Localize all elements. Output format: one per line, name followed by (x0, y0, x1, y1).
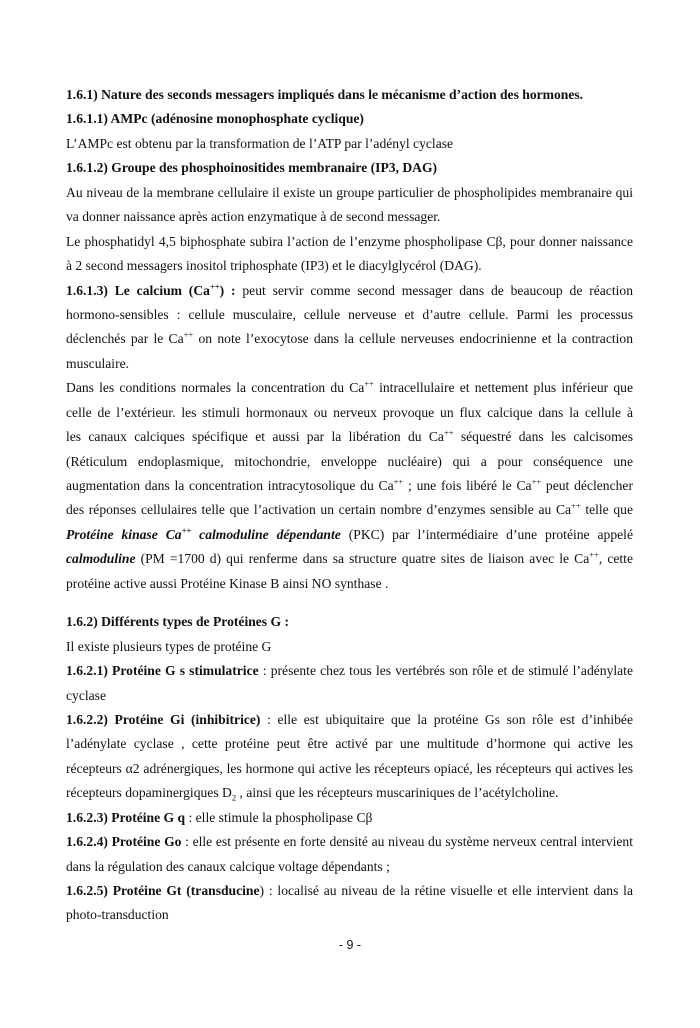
bold-text-run: ) : (219, 282, 236, 298)
text-line (66, 230, 633, 254)
text-run: (PM =1700 d) qui renferme dans sa structure quatre sites de liaison avec le Ca (135, 551, 590, 567)
text-run: musculaire. (66, 355, 130, 371)
document-body (66, 83, 633, 928)
text-line (66, 806, 633, 830)
text-run: : présente chez tous les vertébrés son rôle et de stimulé l’adénylate (258, 663, 633, 679)
text-run: des réponses cellulaires telle que l’activation un certain nombre d’enzymes sensible au Ca (66, 502, 572, 518)
text-line (66, 498, 633, 522)
text-run: ; une fois libéré le Ca (403, 478, 532, 493)
text-run: hormono-sensibles : cellule musculaire, cellule nerveuse et d’autre cellule. Parmi les processus (66, 306, 633, 322)
bold-text-run: 1.6.1.1) AMPc (adénosine monophosphate cyclique) (66, 111, 364, 127)
text-line (66, 781, 633, 805)
text-run: déclenchés par le Ca (66, 331, 184, 347)
text-run: les canaux calciques spécifique et aussi par la libération du Ca (66, 429, 444, 445)
bold-text-run: 1.6.1) Nature des seconds messagers impliqués dans le mécanisme d’action des hormones. (66, 87, 584, 102)
text-run: récepteurs α2 adrénergiques, les hormone qui active les récepteurs opiacé, les récepteurs qui actives les (66, 760, 633, 776)
bold-italic-text-run: Protéine kinase Ca (66, 526, 182, 542)
script-text: 2 (231, 792, 237, 803)
text-run: récepteurs dopaminergiques D (66, 785, 232, 801)
script-text: ++ (443, 427, 454, 438)
text-line (66, 474, 633, 498)
text-run: : elle est présente en forte densité au niveau du système nerveux central intervient (181, 834, 633, 850)
text-run: Au niveau de la membrane cellulaire il existe un groupe particulier de phospholipides membranaire qui (66, 184, 633, 200)
bold-text-run: 1.6.2.4) Protéine Go (66, 834, 182, 850)
text-run: : elle est ubiquitaire que la protéine Gs son rôle est d’inhibée (260, 711, 633, 727)
text-line (66, 708, 633, 732)
spacer (66, 596, 633, 610)
script-text: ++ (364, 378, 374, 389)
script-text: ++ (531, 476, 542, 487)
text-line (66, 107, 633, 131)
text-line (66, 303, 633, 327)
text-run: Il existe plusieurs types de protéine G (66, 638, 272, 654)
text-run: peut servir comme second messager dans de beaucoup de réaction (235, 282, 633, 298)
text-run: protéine active aussi Protéine Kinase B ainsi NO synthase . (66, 575, 389, 591)
text-line (66, 156, 633, 180)
text-run: Le phosphatidyl 4,5 biphosphate subira l’action de l’enzyme phospholipase Cβ, pour donner naissance (66, 233, 633, 249)
text-line (66, 352, 633, 376)
text-line (66, 254, 633, 278)
text-run: ) : localisé au niveau de la rétine visuelle et elle intervient dans la (259, 883, 633, 898)
text-run: , cette (598, 551, 633, 567)
text-run: à 2 second messagers inositol triphosphate (IP3) et le diacylglycérol (DAG). (66, 258, 482, 274)
text-line (66, 855, 633, 879)
text-line (66, 376, 633, 400)
bold-text-run: 1.6.2.3) Protéine G q (66, 809, 186, 825)
text-run: Dans les conditions normales la concentration du Ca (66, 380, 365, 396)
text-line (66, 635, 633, 659)
text-line (66, 732, 633, 756)
script-text: ++ (181, 525, 192, 536)
text-run: séquestré dans les calcisomes (453, 429, 633, 445)
text-run: dans la régulation des canaux calcique voltage dépendants ; (66, 858, 390, 874)
text-run: celle de l’extérieur. les stimuli hormonaux ou nerveux provoque un flux calcique dans la cellule à (66, 404, 633, 420)
script-text: ++ (393, 476, 404, 487)
script-text: ++ (183, 329, 194, 340)
bold-text-run: 1.6.2.2) Protéine Gi (inhibitrice) (66, 711, 261, 727)
text-line (66, 903, 633, 927)
text-run: augmentation dans la concentration intracytosolique du Ca (66, 478, 394, 493)
bold-text-run: 1.6.2.5) Protéine Gt (transducine (66, 883, 260, 898)
text-run: cyclase (66, 687, 106, 703)
bold-text-run: 1.6.1.2) Groupe des phosphoinositides membranaire (IP3, DAG) (66, 160, 438, 176)
text-line (66, 879, 633, 903)
text-line (66, 132, 633, 156)
text-run: (PKC) par l’intermédiaire d’une protéine appelé (340, 526, 633, 542)
text-line (66, 659, 633, 683)
bold-italic-text-run: calmoduline (66, 551, 136, 567)
text-line (66, 279, 633, 303)
bold-text-run: 1.6.2) Différents types de Protéines G : (66, 614, 289, 630)
script-text: ++ (209, 280, 220, 291)
text-line (66, 684, 633, 708)
text-line (66, 830, 633, 854)
page-number: - 9 - (338, 938, 362, 952)
bold-italic-text-run: calmoduline dépendante (191, 526, 341, 542)
text-run: on note l’exocytose dans la cellule nerveuses endocrinienne et la contraction (193, 331, 633, 347)
text-run: peut déclencher (541, 478, 633, 493)
text-line (66, 425, 633, 449)
text-line (66, 523, 633, 547)
text-line (66, 757, 633, 781)
bold-text-run: 1.6.1.3) Le calcium (Ca (66, 282, 210, 298)
text-line (66, 181, 633, 205)
script-text: ++ (589, 549, 599, 560)
text-line (66, 401, 633, 425)
text-run: (Réticulum endoplasmique, mitochondrie, enveloppe nucléaire) qui a pour conséquence une (66, 453, 633, 469)
text-line (66, 572, 633, 596)
bold-text-run: 1.6.2.1) Protéine G s stimulatrice (66, 663, 259, 679)
text-run: intracellulaire et nettement plus inférieur que (373, 380, 633, 396)
text-line (66, 450, 633, 474)
text-line (66, 610, 633, 634)
text-run: telle que (580, 502, 633, 518)
text-run: , ainsi que les récepteurs muscariniques de l’acétylcholine. (236, 785, 559, 801)
text-run: va donner naissance après action enzymatique à de second messager. (66, 209, 441, 225)
text-line (66, 327, 633, 351)
text-line (66, 83, 633, 107)
text-line (66, 205, 633, 229)
text-run: : elle stimule la phospholipase Cβ (185, 809, 373, 825)
script-text: ++ (571, 500, 581, 511)
text-run: l’adénylate cyclase , cette protéine peut être activé par une multitude d’hormone qui active les (66, 736, 633, 752)
text-run: L’AMPc est obtenu par la transformation de l’ATP par l’adényl cyclase (66, 135, 454, 151)
text-run: photo-transduction (66, 907, 169, 923)
text-line (66, 547, 633, 571)
